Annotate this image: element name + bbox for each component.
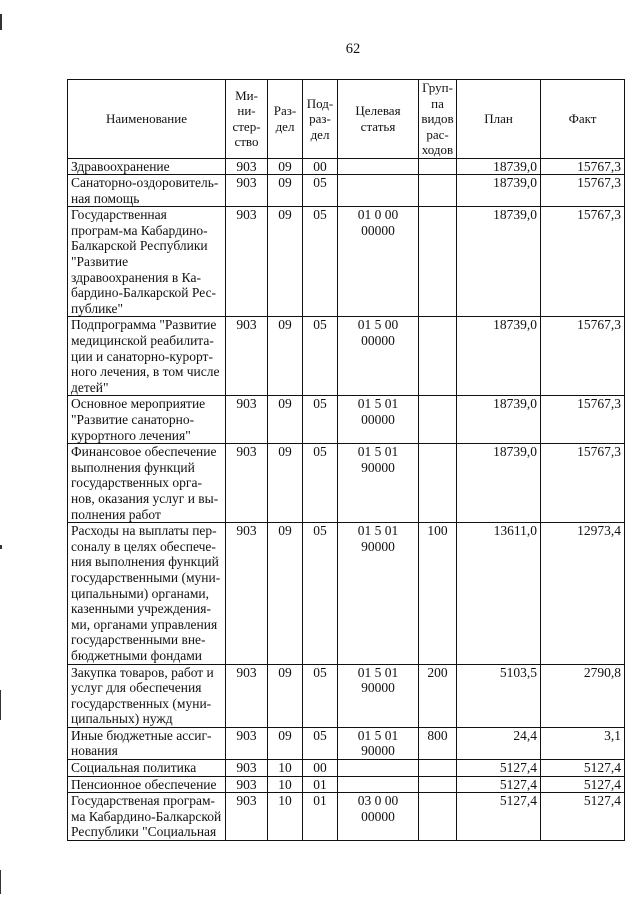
cell-subsection: 05 — [303, 444, 338, 523]
cell-name: Финансовое обеспечение выполнения функций государственных орга-нов, оказания услуг и вы-полнения работ — [68, 444, 226, 523]
cell-target — [338, 158, 419, 175]
cell-subsection: 05 — [303, 664, 338, 727]
cell-subsection: 00 — [303, 760, 338, 777]
cell-section: 09 — [268, 317, 303, 396]
cell-plan: 5127,4 — [457, 760, 541, 777]
cell-section: 09 — [268, 396, 303, 444]
cell-subsection: 05 — [303, 523, 338, 664]
cell-name: Расходы на выплаты пер-соналу в целях обеспече-ния выполнения функций государственными (муни-ципальными) органами, казенными учреждения-ми, органами управления государственными вне-бюджетными фондами — [68, 523, 226, 664]
cell-plan: 18739,0 — [457, 317, 541, 396]
cell-group — [419, 793, 457, 841]
cell-target — [338, 760, 419, 777]
cell-target: 01 5 01 90000 — [338, 523, 419, 664]
cell-subsection: 05 — [303, 396, 338, 444]
cell-ministry: 903 — [226, 760, 268, 777]
cell-ministry: 903 — [226, 158, 268, 175]
cell-plan: 18739,0 — [457, 396, 541, 444]
cell-group: 800 — [419, 727, 457, 759]
cell-target: 01 5 01 00000 — [338, 396, 419, 444]
cell-fact: 12973,4 — [541, 523, 625, 664]
cell-fact: 15767,3 — [541, 207, 625, 317]
header-name: Наименование — [68, 80, 226, 159]
cell-ministry: 903 — [226, 727, 268, 759]
cell-target: 01 5 01 90000 — [338, 444, 419, 523]
table-row — [68, 444, 625, 523]
cell-section: 09 — [268, 158, 303, 175]
cell-plan: 13611,0 — [457, 523, 541, 664]
header-section: Раз- дел — [268, 80, 303, 159]
table-row — [68, 523, 625, 664]
cell-ministry: 903 — [226, 523, 268, 664]
budget-table — [67, 79, 625, 841]
cell-fact: 5127,4 — [541, 776, 625, 793]
cell-ministry: 903 — [226, 175, 268, 207]
cell-fact: 5127,4 — [541, 793, 625, 841]
header-fact: Факт — [541, 80, 625, 159]
cell-section: 09 — [268, 444, 303, 523]
cell-ministry: 903 — [226, 664, 268, 727]
cell-target: 01 5 01 90000 — [338, 727, 419, 759]
cell-subsection: 05 — [303, 727, 338, 759]
cell-ministry: 903 — [226, 317, 268, 396]
cell-name: Основное мероприятие "Развитие санаторно-курортного лечения" — [68, 396, 226, 444]
cell-ministry: 903 — [226, 444, 268, 523]
cell-name: Государственая програм-ма Кабардино-Балкарской Республики "Социальная — [68, 793, 226, 841]
cell-target — [338, 776, 419, 793]
cell-plan: 24,4 — [457, 727, 541, 759]
cell-fact: 15767,3 — [541, 396, 625, 444]
cell-target — [338, 175, 419, 207]
cell-name: Здравоохранение — [68, 158, 226, 175]
cell-fact: 15767,3 — [541, 175, 625, 207]
cell-plan: 5127,4 — [457, 793, 541, 841]
cell-plan: 18739,0 — [457, 175, 541, 207]
cell-group: 200 — [419, 664, 457, 727]
scan-edge-mark — [0, 14, 2, 30]
cell-group — [419, 207, 457, 317]
cell-plan: 5127,4 — [457, 776, 541, 793]
cell-subsection: 01 — [303, 776, 338, 793]
cell-subsection: 00 — [303, 158, 338, 175]
cell-name: Пенсионное обеспечение — [68, 776, 226, 793]
page-number: 62 — [345, 41, 361, 57]
header-target: Целевая статья — [338, 80, 419, 159]
cell-subsection: 05 — [303, 175, 338, 207]
cell-plan: 18739,0 — [457, 158, 541, 175]
table-header-row — [68, 80, 625, 159]
table-row — [68, 776, 625, 793]
cell-fact: 15767,3 — [541, 317, 625, 396]
cell-group — [419, 444, 457, 523]
cell-subsection: 01 — [303, 793, 338, 841]
cell-fact: 15767,3 — [541, 158, 625, 175]
cell-name: Социальная политика — [68, 760, 226, 777]
cell-ministry: 903 — [226, 776, 268, 793]
cell-section: 09 — [268, 727, 303, 759]
header-group: Груп- па видов рас- ходов — [419, 80, 457, 159]
table-row — [68, 175, 625, 207]
cell-ministry: 903 — [226, 793, 268, 841]
cell-group: 100 — [419, 523, 457, 664]
cell-name: Закупка товаров, работ и услуг для обеспечения государственных (муни-ципальных) нужд — [68, 664, 226, 727]
table-row — [68, 317, 625, 396]
cell-target: 01 5 01 90000 — [338, 664, 419, 727]
table-row — [68, 396, 625, 444]
cell-section: 10 — [268, 776, 303, 793]
table-row — [68, 793, 625, 841]
cell-plan: 18739,0 — [457, 444, 541, 523]
cell-subsection: 05 — [303, 207, 338, 317]
cell-section: 09 — [268, 523, 303, 664]
cell-section: 10 — [268, 760, 303, 777]
cell-target: 01 0 00 00000 — [338, 207, 419, 317]
cell-group — [419, 396, 457, 444]
cell-target: 01 5 00 00000 — [338, 317, 419, 396]
table-row — [68, 207, 625, 317]
cell-group — [419, 158, 457, 175]
cell-fact: 2790,8 — [541, 664, 625, 727]
header-ministry: Ми- ни- стер- ство — [226, 80, 268, 159]
cell-section: 10 — [268, 793, 303, 841]
cell-target: 03 0 00 00000 — [338, 793, 419, 841]
cell-ministry: 903 — [226, 207, 268, 317]
cell-fact: 5127,4 — [541, 760, 625, 777]
cell-fact: 3,1 — [541, 727, 625, 759]
cell-name: Государственная програм-ма Кабардино-Балкарской Республики "Развитие здравоохранения в Ка-бардино-Балкарской Рес-публике" — [68, 207, 226, 317]
table-row — [68, 760, 625, 777]
table-row — [68, 158, 625, 175]
cell-plan: 18739,0 — [457, 207, 541, 317]
cell-group — [419, 317, 457, 396]
table-row — [68, 727, 625, 759]
table-row — [68, 664, 625, 727]
header-plan: План — [457, 80, 541, 159]
cell-group — [419, 776, 457, 793]
cell-name: Санаторно-оздоровитель-ная помощь — [68, 175, 226, 207]
cell-ministry: 903 — [226, 396, 268, 444]
cell-plan: 5103,5 — [457, 664, 541, 727]
cell-name: Подпрограмма "Развитие медицинской реабилита-ции и санаторно-курорт-ного лечения, в том числе детей" — [68, 317, 226, 396]
scan-edge-mark — [0, 545, 2, 549]
cell-subsection: 05 — [303, 317, 338, 396]
cell-group — [419, 175, 457, 207]
cell-section: 09 — [268, 664, 303, 727]
cell-section: 09 — [268, 175, 303, 207]
cell-name: Иные бюджетные ассиг-нования — [68, 727, 226, 759]
scan-edge-mark — [0, 690, 1, 720]
scan-edge-mark — [0, 870, 1, 894]
cell-fact: 15767,3 — [541, 444, 625, 523]
cell-group — [419, 760, 457, 777]
header-subsection: Под- раз- дел — [303, 80, 338, 159]
cell-section: 09 — [268, 207, 303, 317]
